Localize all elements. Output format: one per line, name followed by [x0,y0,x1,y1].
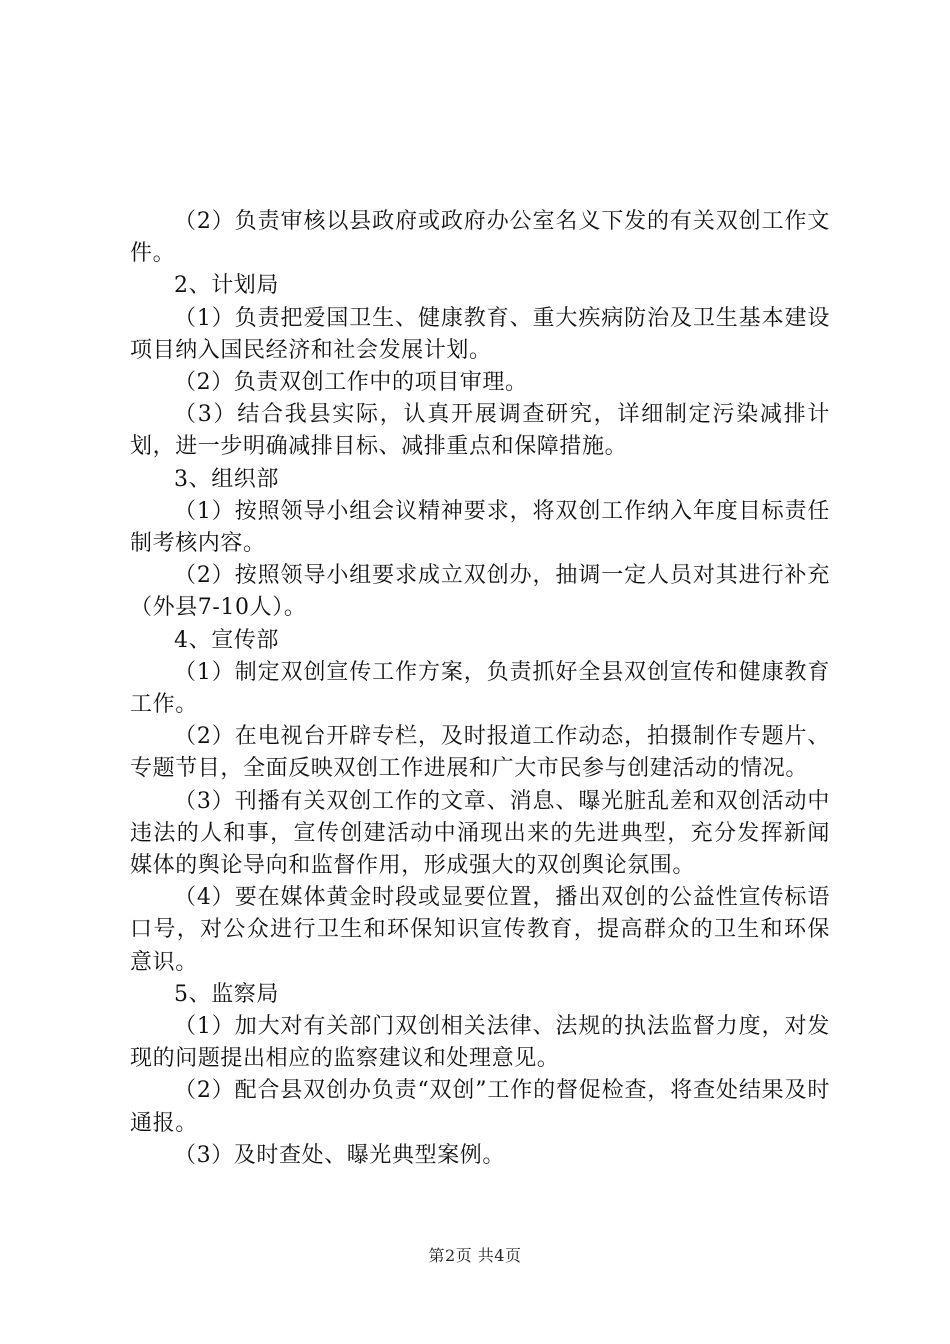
paragraph: （2）负责双创工作中的项目审理。 [174,370,528,396]
paragraph: （2）在电视台开辟专栏，及时报道工作动态，拍摄制作专题片、专题节目，全面反映双创工作进展和广大市民参与创建活动的情况。 [130,724,830,782]
paragraph: （4）要在媒体黄金时段或显要位置，播出双创的公益性宣传标语口号，对公众进行卫生和环保知识宣传教育，提高群众的卫生和环保意识。 [130,885,830,975]
paragraph: （3）及时查处、曝光典型案例。 [174,1142,505,1168]
paragraph: （1）加大对有关部门双创相关法律、法规的执法监督力度，对发现的问题提出相应的监察建议和处理意见。 [130,1014,830,1072]
section-heading: 5、监察局 [174,981,279,1007]
section-heading: 3、组织部 [174,466,279,492]
section-heading: 2、计划局 [174,273,279,299]
paragraph: （2）配合县双创办负责“双创”工作的督促检查，将查处结果及时通报。 [130,1078,830,1136]
section-heading: 4、宣传部 [174,627,279,653]
document-body [130,206,830,1172]
page-number-footer: 第2页 共4页 [428,1246,522,1265]
paragraph: （2）按照领导小组要求成立双创办，抽调一定人员对其进行补充（外县7-10人）。 [130,563,830,621]
paragraph: （3）刊播有关双创工作的文章、消息、曝光脏乱差和双创活动中违法的人和事，宣传创建活动中涌现出来的先进典型，充分发挥新闻媒体的舆论导向和监督作用，形成强大的双创舆论氛围。 [130,788,830,879]
paragraph: （1）负责把爱国卫生、健康教育、重大疾病防治及卫生基本建设项目纳入国民经济和社会发展计划。 [130,305,830,363]
paragraph: （2）负责审核以县政府或政府办公室名义下发的有关双创工作文件。 [130,209,830,267]
paragraph: （1）制定双创宣传工作方案，负责抓好全县双创宣传和健康教育工作。 [130,659,830,718]
paragraph: （3）结合我县实际，认真开展调查研究，详细制定污染减排计划，进一步明确减排目标、减排重点和保障措施。 [130,402,830,460]
paragraph: （1）按照领导小组会议精神要求，将双创工作纳入年度目标责任制考核内容。 [130,498,830,557]
